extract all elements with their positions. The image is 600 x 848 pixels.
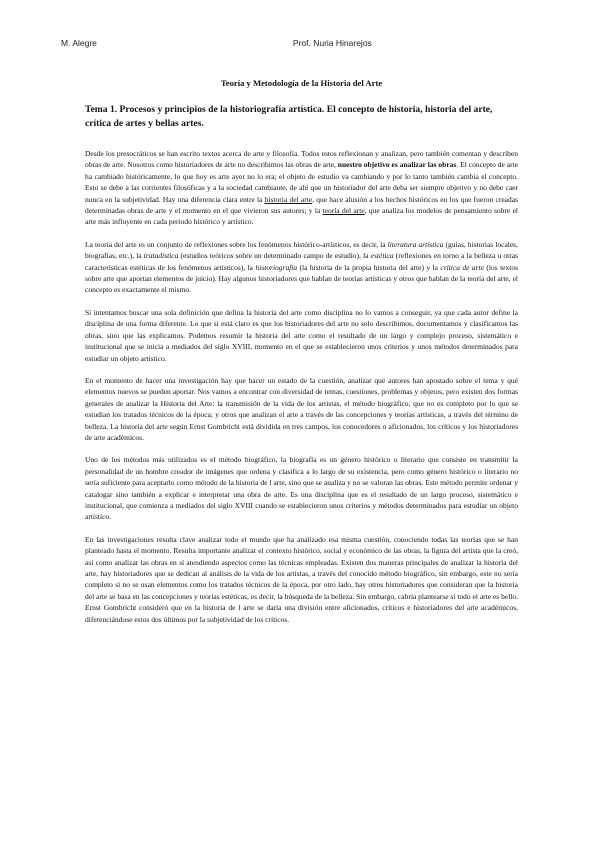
paragraph-2 — [85, 239, 518, 296]
p2-text-a: La teoría del arte es un conjunto de reflexiones sobre los fenómenos histórico-artísticos, es decir, la — [85, 239, 388, 249]
document-title: Teoría y Metodología de la Historia del Arte — [220, 78, 383, 88]
p1-text-a: Desde los presocráticos se han escrito textos acerca de arte y filosofía. Todos estos reflexionan y analizan, pero también comentan y describen obras de arte. Nosotros como historiadores de arte no describimos las obras de arte, — [85, 149, 518, 170]
paragraph-6: En las investigaciones resulta clave analizar todo el mundo que ha analizado esa misma cuestión, conociendo todas las teorías que se han planteado hasta el momento. Resulta importante analizar el contexto histórico, social y económico de las obras, la figura del artista que la creó, así como analizar las obras en sí atendiendo aspectos como las técnicas empleadas. Existen dos maneras principales de analizar la historia del arte, hay historiadores que se dedican al análisis de la vida de los artistas, a través del conocido método biográfico, sin embargo, este no sería completo si no se usan elementos como los tratados técnicos de la época, por otro lado, hay otros historiadores que consideran que la historia del arte se basa en las concepciones y teorías estéticas, es decir, la búsqueda de la belleza. Sin embargo, cabría plantearse si todo el arte es bello. Ernst Gombricht consideró que en la historia de l arte se daría una división entre aficionados, críticos e historiadores del arte académicos, diferenciándose estos dos últimos por la subjetividad de los críticos. — [85, 534, 518, 624]
paragraph-5: Uno de los métodos más utilizados es el método biográfico, la biografía es un género histórico o literario que consiste en transmitir la personalidad de un hombre creador de imágenes que ordena y clasifica a lo largo de su existencia, pero como género histórico o literario no sería suficiente para aceptarlo como método de la historia de l arte, sino que se analiza y no se valoran las obras. Este método permite ordenar y catalogar sino también a explicar e interpretar una obra de arte. Es una disciplina que es el resultado de un largo proceso, sistemático e institucional, que comienza a mediados del siglo XVIII cuando se establecieron unos criterios y métodos determinados para estudiar un objeto artístico. — [85, 455, 518, 522]
p2-text-c: (guías, historias locales, biografías, etc.), la — [85, 239, 518, 261]
p2-italic-historiografia: historiografía — [255, 262, 298, 272]
p1-text-g: , que analiza los modelos de pensamiento sobre el arte más influyente en cada periodo histórico y artístico. — [85, 206, 518, 227]
paragraph-1 — [85, 148, 518, 228]
page-header — [61, 38, 542, 48]
p2-italic-estetica: estética — [370, 251, 394, 261]
p2-text-e: (estudios teóricos sobre un determinado campo de estudio), la — [178, 251, 371, 261]
p2-text-g: (reflexiones en torno a la belleza u otras características estéticas de los fenómenos artísticos), la — [85, 251, 518, 272]
p1-text-c: . El concepto de arte ha cambiado históricamente, lo que hoy es arte ayer no lo era; el objeto de estudio va cambiando y por lo tanto también cambia el concepto. Esto se debe a las corrientes filosóficas y a la sociedad cambiante, de ahí que un historiador del arte deba ser siempre objetivo y no debe caer nunca en la subjetividad. Hay una diferencia clara entre la — [85, 160, 518, 204]
p1-bold-objective: nuestro objetivo es analizar las obras — [337, 160, 457, 170]
p2-text-k: (los textos sobre arte que aportan elementos de juicio). Hay algunos historiadores que hablan de teorías artísticas y otros que hablan de la teoría del arte, el concepto es exactamente el mismo. — [85, 262, 518, 295]
paragraph-3: Si intentamos buscar una sola definición que defina la historia del arte como disciplina no lo vamos a conseguir, ya que cada autor define la disciplina de una forma diferente. Lo que sí está claro es que los historiadores del arte no solo describimos, documentamos y clasificamos las obras, sino que las explicamos. Podemos resumir la historia del arte como el resultado de un largo y complejo proceso, sistemático e institucional que se inicia a mediados del siglo XVIII, momento en el que se establecieron unos criterios y unos métodos determinados para estudiar un objeto artístico. — [85, 307, 518, 363]
p1-underline-teoria: teoría del arte — [322, 206, 365, 216]
topic-heading: Tema 1. Procesos y principios de la historiografía artística. El concepto de historia, historia del arte, crítica de artes y bellas artes. — [85, 104, 493, 129]
professor-name: Prof. Nuria Hinarejos — [292, 38, 372, 48]
p2-text-i: (la historia de la propia historia del arte) y la — [297, 262, 441, 272]
p2-italic-literatura: literatura artística — [387, 239, 444, 249]
author-name: M. Alegre — [61, 38, 97, 48]
p1-text-e: , que hace alusión a los hechos históricos en los que fueron creadas determinadas obras de arte y el momento en el que vivieron sus autores; y la — [85, 194, 518, 216]
paragraph-4: En el momento de hacer una investigación hay que hacer un estado de la cuestión, analizar qué autores han apostado sobre el tema y qué elementos nuevos se pueden aportar. Nos vamos a encontrar con diversidad de temas, cuestiones, problemas y objetos, pero existen dos formas generales de analizar la Historia del Arte: la transmisión de la vida de los artistas, el método biográfico, que no es completo por lo que se estudian los tratados técnicos de la época; y otros que analizan el arte a través de las concepciones y teorías artísticas, a través del término de belleza. La historia del arte según Ernst Gombricht está dividida en tres campos, los conocedores o aficionados, los críticos y los historiadores de arte académicos. — [85, 375, 518, 442]
p2-italic-tratadistica: tratadística — [143, 251, 179, 261]
p1-underline-historia: historia del arte — [264, 194, 313, 204]
p2-italic-critica: crítica de arte — [440, 262, 484, 272]
